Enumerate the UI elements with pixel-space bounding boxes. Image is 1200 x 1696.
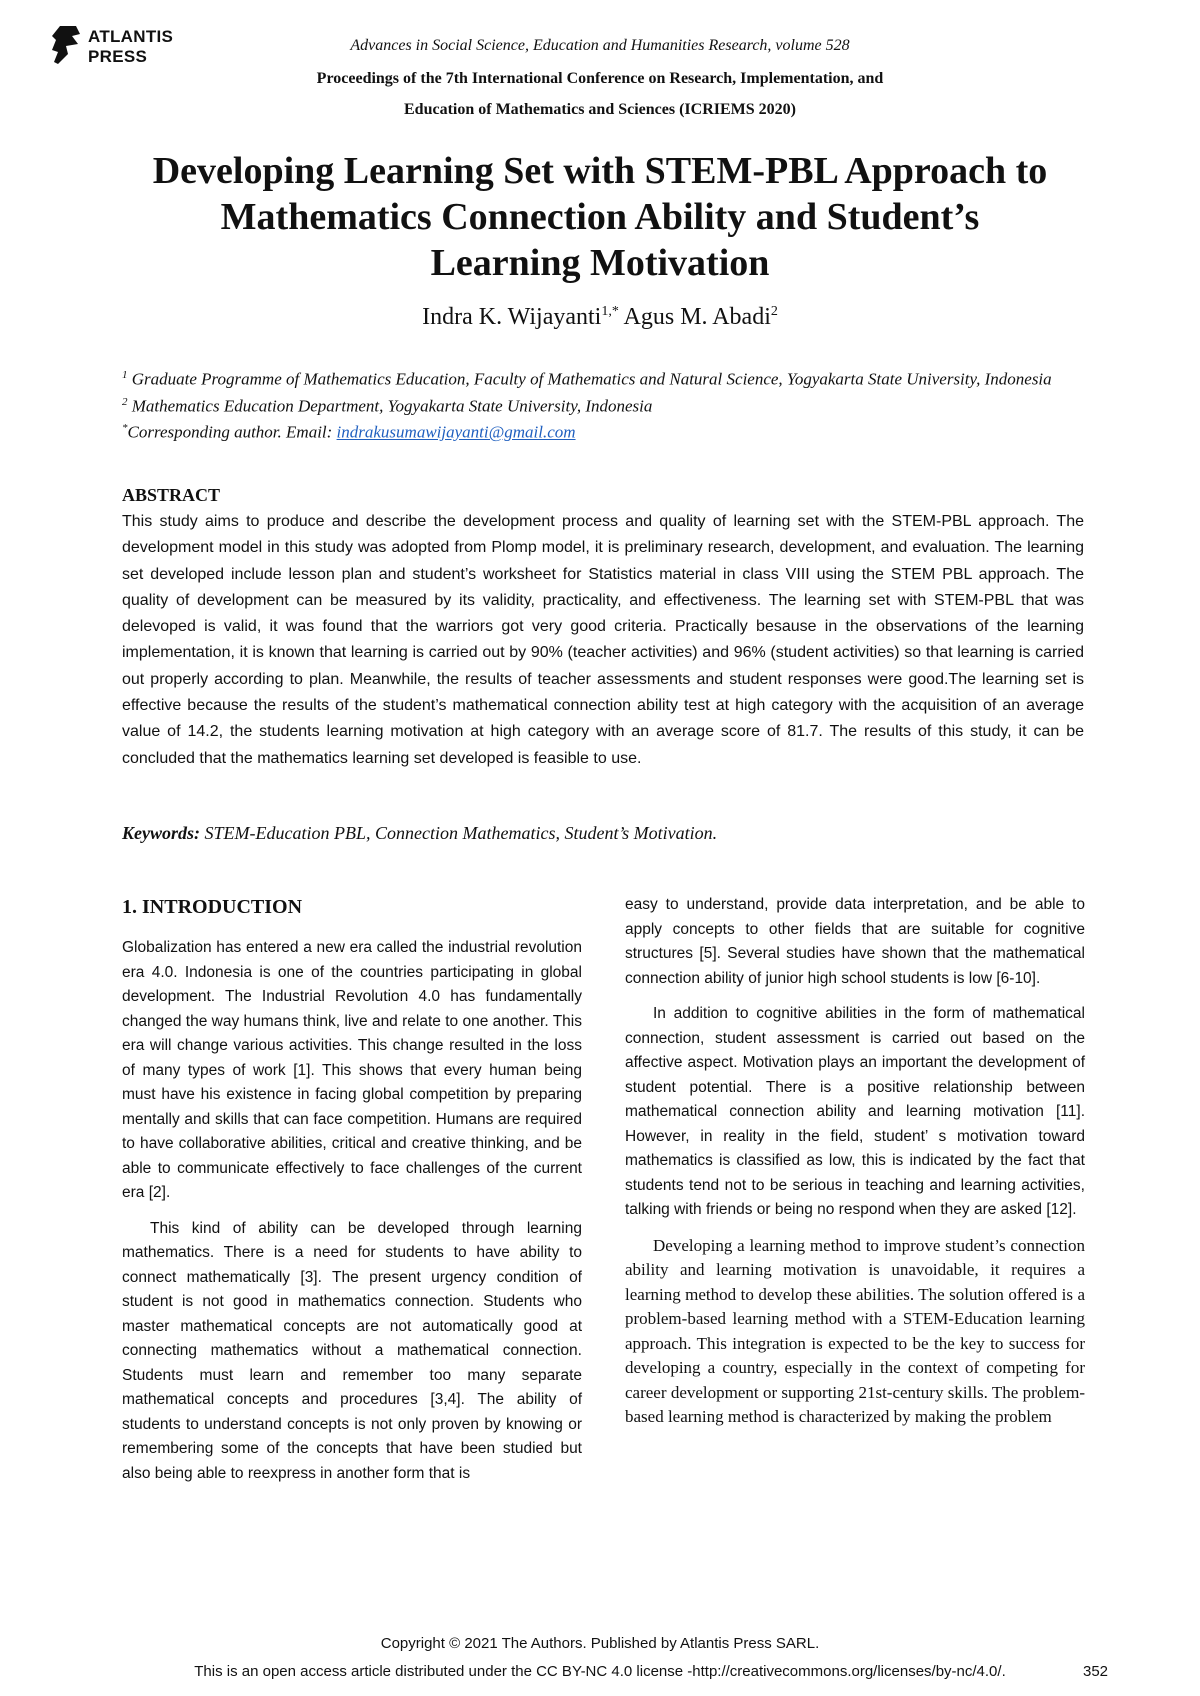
corr-mark: * bbox=[122, 422, 128, 435]
affiliation-2 bbox=[122, 391, 1097, 418]
copyright-notice: Copyright © 2021 The Authors. Published by Atlantis Press SARL. bbox=[380, 1635, 820, 1652]
affiliations bbox=[122, 364, 1097, 444]
paper-title bbox=[80, 148, 1120, 286]
affil-2-mark: 2 bbox=[122, 395, 128, 408]
corr-label: Corresponding author. Email: bbox=[127, 422, 337, 442]
journal-name: Advances in Social Science, Education and Humanities Research, volume 528 bbox=[350, 37, 850, 54]
paragraph: easy to understand, provide data interpretation, and be able to apply concepts to other fields that are suitable for cognitive structures [5]. Several studies have shown that the mathematical connection ability of junior high school students is low [6-10]. bbox=[625, 896, 1085, 987]
author-2: Agus M. Abadi bbox=[618, 304, 771, 330]
logo-line2: PRESS bbox=[88, 47, 148, 66]
email-link[interactable]: indrakusumawijayanti@gmail.com bbox=[336, 422, 576, 442]
right-column bbox=[625, 893, 1085, 1441]
proceedings-line1: Proceedings of the 7th International Conference on Research, Implementation, and bbox=[316, 70, 884, 87]
abstract-text: This study aims to produce and describe the development process and quality of learning set with the STEM-PBL approach. The development model in this study was adopted from Plomp model, it is preliminary research, development, and evaluation. The learning set developed include lesson plan and student’s worksheet for Statistics material in class VIII using the STEM PBL approach. The quality of development can be measured by its validity, practicality, and effectiveness. The learning set with STEM-PBL that was delevoped is valid, it was found that the warriors got very good criteria. Practically besause in the observations of the learning implementation, it is known that learning is carried out by 90% (teacher activities) and 96% (student activities) so that learning is carried out properly according to plan. Meanwhile, the results of teacher assessments and student responses were good.The learning set is effective because the results of the student’s mathematical connection ability test at high category with the acquisition of an average value of 14.2, the students learning motivation at high category with an average score of 81.7. The results of this study, it can be concluded that the mathematics learning set developed is feasible to use. bbox=[122, 513, 1084, 767]
keywords bbox=[122, 823, 717, 844]
keywords-text: STEM-Education PBL, Connection Mathematics, Student’s Motivation. bbox=[200, 823, 718, 843]
authors bbox=[200, 304, 1000, 331]
author-2-affil: 2 bbox=[770, 304, 778, 319]
license-notice: This is an open access article distributed under the CC BY-NC 4.0 license -http://creativecommons.org/licenses/by-nc/4.0/. bbox=[194, 1663, 1006, 1680]
paragraph: Globalization has entered a new era called the industrial revolution era 4.0. Indonesia is one of the countries participating in global development. The Industrial Revolution 4.0 has fundamentally changed the way humans think, live and relate to one another. This era will change various activities. This change resulted in the loss of many types of work [1]. This shows that every human being must have his existence in facing global competition by preparing mentally and skills that can face competition. Humans are required to have collaborative abilities, critical and creative thinking, and be able to communicate effectively to face challenges of the current era [2]. bbox=[122, 939, 582, 1201]
corresponding-author bbox=[122, 417, 1097, 444]
paragraph: Developing a learning method to improve student’s connection ability and learning motivation is unavoidable, it requires a learning method to develop these abilities. The solution offered is a problem-based learning method with a STEM-Education learning approach. This integration is expected to be the key to success for developing a country, especially in the context of competing for career development or supporting 21st-century skills. The problem-based learning method is characterized by making the problem bbox=[625, 1235, 1085, 1426]
affil-1-text: Graduate Programme of Mathematics Education, Faculty of Mathematics and Natural Science, Yogyakarta State University, Indonesia bbox=[127, 369, 1052, 389]
title-line1: Developing Learning Set with STEM-PBL Approach to bbox=[152, 150, 1048, 192]
title-line2: Mathematics Connection Ability and Student’s bbox=[220, 196, 980, 238]
paragraph: In addition to cognitive abilities in the form of mathematical connection, student assessment is carried out based on the affective aspect. Motivation plays an important the development of student potential. There is a positive relationship between mathematical connection ability and learning motivation [11]. However, in reality in the field, student’ s motivation toward mathematics is classified as low, this is indicated by the fact that students tend not to be serious in teaching and learning activities, talking with friends or being no respond when they are asked [12]. bbox=[625, 1005, 1085, 1218]
paragraph: This kind of ability can be developed through learning mathematics. There is a need for students to have ability to connect mathematically [3]. The present urgency condition of student is not good in mathematics connection. Students who master mathematical concepts are not automatically good at connecting mathematics without a mathematical connection. Students must learn and remember too many separate mathematical concepts and procedures [3,4]. The ability of students to understand concepts is not only proven by knowing or remembering some of the concepts that have been studied but also being able to reexpress in another form that is bbox=[122, 1219, 582, 1482]
author-1-affil: 1,* bbox=[601, 304, 619, 319]
left-column bbox=[122, 895, 582, 1497]
section-title: 1. INTRODUCTION bbox=[122, 896, 303, 918]
affil-1-mark: 1 bbox=[122, 369, 128, 381]
logo-line1: ATLANTIS bbox=[88, 27, 174, 46]
affil-2-text: Mathematics Education Department, Yogyakarta State University, Indonesia bbox=[127, 396, 653, 416]
atlantis-logo-icon bbox=[50, 24, 84, 66]
author-1: Indra K. Wijayanti bbox=[422, 304, 602, 330]
page-number: 352 bbox=[1083, 1663, 1109, 1680]
proceedings-line2: Education of Mathematics and Sciences (ICRIEMS 2020) bbox=[404, 101, 796, 118]
title-line3: Learning Motivation bbox=[430, 242, 770, 284]
abstract-heading: ABSTRACT bbox=[122, 485, 221, 505]
affiliation-1 bbox=[122, 364, 1097, 391]
keywords-label: Keywords: bbox=[122, 823, 200, 843]
